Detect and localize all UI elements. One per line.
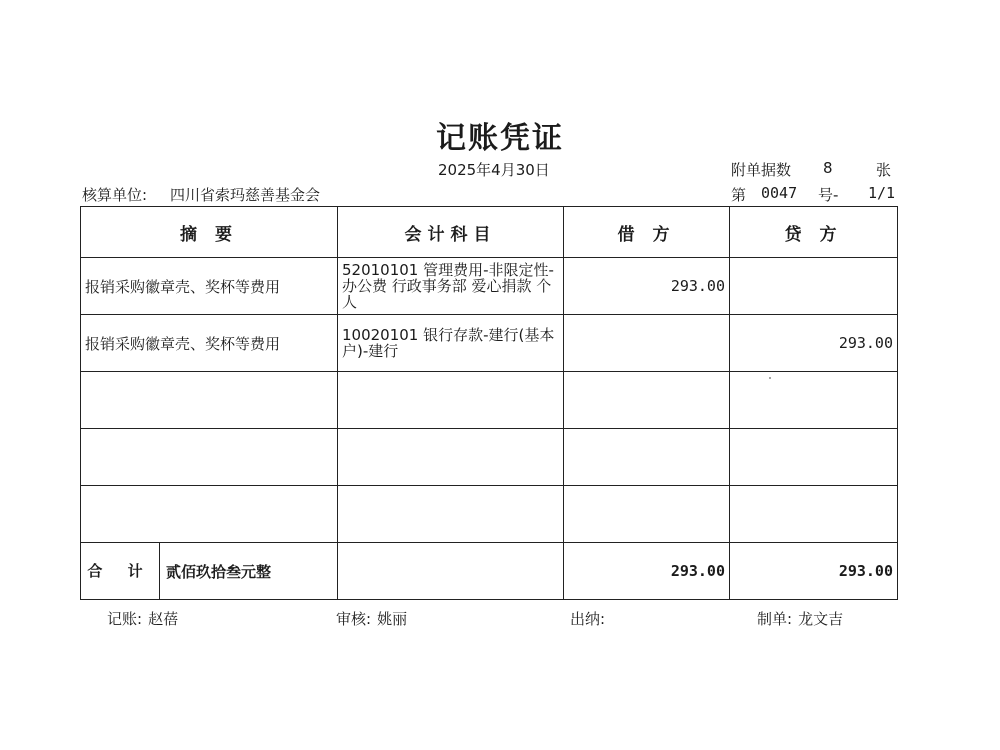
accounting-unit-value: 四川省索玛慈善基金会 [170, 186, 321, 204]
row-credit [730, 486, 898, 543]
preparer-name: 龙文吉 [798, 610, 844, 628]
row-account [338, 486, 564, 543]
row-summary [81, 429, 338, 486]
row-credit: 293.00 [730, 315, 898, 372]
page-indicator: 1/1 [868, 184, 896, 202]
table-row [81, 258, 898, 315]
total-words-continuation [338, 543, 564, 600]
row-credit [730, 429, 898, 486]
row-debit [564, 372, 730, 429]
bookkeeper-name: 赵蓓 [148, 610, 179, 628]
row-summary: 报销采购徽章壳、奖杯等费用 [81, 258, 338, 315]
attachments-label: 附单据数 [731, 161, 792, 179]
table-row [81, 315, 898, 372]
row-credit [730, 372, 898, 429]
voucher-number-suffix: 号- [818, 186, 839, 204]
table-row [81, 372, 898, 429]
accounting-unit-label: 核算单位: [82, 186, 148, 204]
table-row [81, 429, 898, 486]
table-row [81, 486, 898, 543]
total-row [81, 543, 898, 600]
cashier-signature [570, 608, 617, 629]
row-account [338, 429, 564, 486]
total-debit: 293.00 [564, 543, 730, 600]
row-summary [81, 372, 338, 429]
total-cell [81, 543, 338, 600]
row-credit [730, 258, 898, 315]
preparer-label: 制单: [757, 610, 793, 628]
cashier-label: 出纳: [570, 610, 606, 628]
column-header-summary: 摘 要 [81, 207, 338, 258]
reviewer-name: 姚丽 [377, 610, 408, 628]
scan-speck [769, 377, 771, 379]
voucher-table [80, 206, 898, 600]
row-debit [564, 486, 730, 543]
total-amount-in-words: 贰佰玖拾叁元整 [166, 562, 272, 581]
row-account: 10020101 银行存款-建行(基本户)-建行 [338, 315, 564, 372]
reviewer-signature [336, 608, 413, 629]
reviewer-label: 审核: [336, 610, 372, 628]
bookkeeper-signature [107, 608, 184, 629]
voucher-number: 0047 [761, 184, 798, 202]
row-debit: 293.00 [564, 258, 730, 315]
row-debit [564, 315, 730, 372]
row-account: 52010101 管理费用-非限定性-办公费 行政事务部 爱心捐款 个人 [338, 258, 564, 315]
column-header-debit: 借 方 [564, 207, 730, 258]
column-header-account: 会计科目 [338, 207, 564, 258]
row-account [338, 372, 564, 429]
voucher-number-prefix: 第 [731, 186, 747, 204]
total-credit: 293.00 [730, 543, 898, 600]
table-header-row [81, 207, 898, 258]
row-summary: 报销采购徽章壳、奖杯等费用 [81, 315, 338, 372]
voucher-title: 记账凭证 [436, 121, 564, 156]
attachments-count: 8 [823, 159, 833, 177]
bookkeeper-label: 记账: [107, 610, 143, 628]
row-summary [81, 486, 338, 543]
column-header-credit: 贷 方 [730, 207, 898, 258]
preparer-signature [757, 608, 849, 629]
attachments-unit: 张 [876, 161, 892, 179]
voucher-date: 2025年4月30日 [438, 161, 550, 179]
total-label: 合 计 [81, 543, 160, 599]
row-debit [564, 429, 730, 486]
